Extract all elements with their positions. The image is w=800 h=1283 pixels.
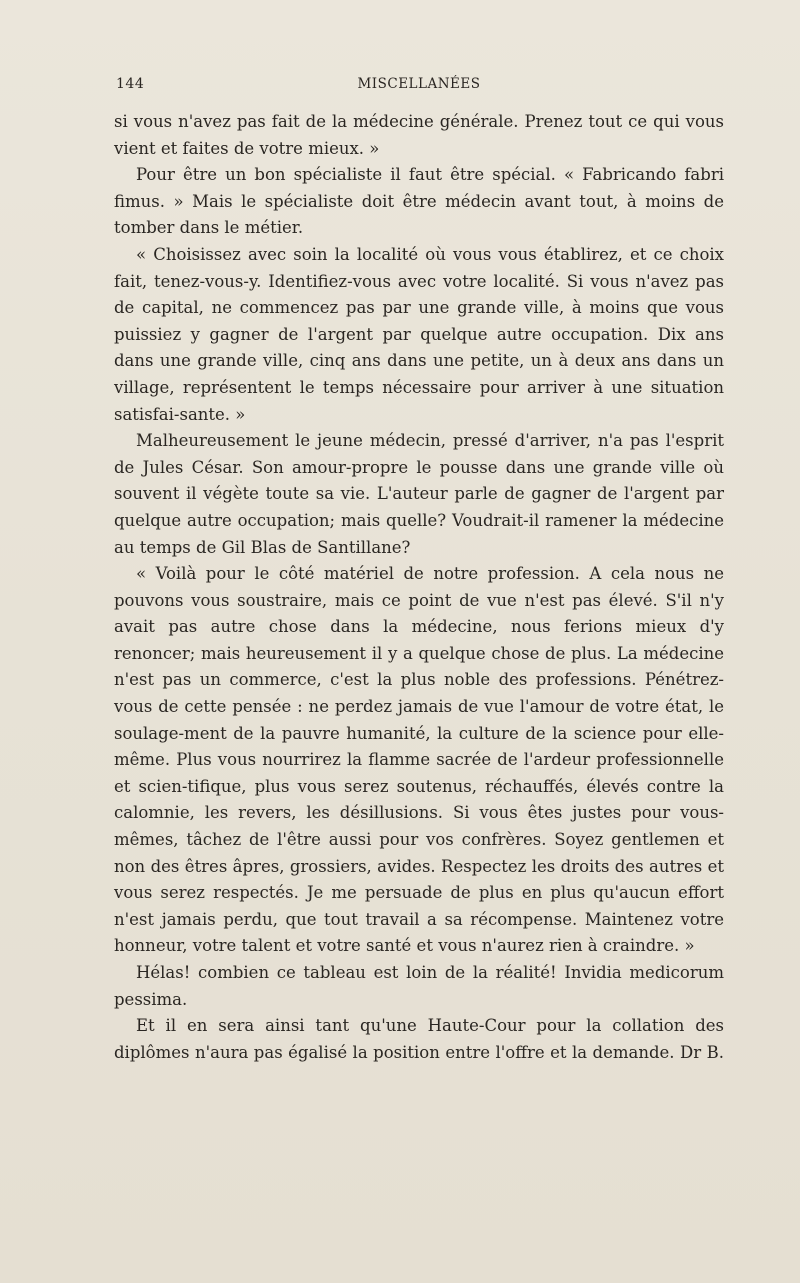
paragraph-6: Hélas! combien ce tableau est loin de la réalité! Invidia medicorum pessima. xyxy=(114,963,724,1009)
signature: Dr B. xyxy=(680,1042,725,1062)
paragraph-1: si vous n'avez pas fait de la médecine générale. Prenez tout ce qui vous vient et faites de votre mieux. » xyxy=(114,112,724,158)
paragraph-4: Malheureusement le jeune médecin, pressé d'arriver, n'a pas l'esprit de Jules César. Son amour-propre le pousse dans une grande ville où souvent il végète toute sa vie. L'auteur parle de gagner de l'argent par quelque autre occupation; mais quelle? Voudrait-il ramener la médecine au temps de Gil Blas de Santillane? xyxy=(114,431,724,557)
paragraph-2: Pour être un bon spécialiste il faut être spécial. « Fabricando fabri fimus. » Mais le spécialiste doit être médecin avant tout, à moins de tomber dans le métier. xyxy=(114,165,724,238)
paragraph-7 xyxy=(114,1013,724,1066)
body-text xyxy=(114,109,724,1066)
paragraph-7-text: Et il en sera ainsi tant qu'une Haute-Cour pour la collation des diplômes n'aura pas égalisé la position entre l'offre et la demande. xyxy=(114,1016,724,1062)
paragraph-5: « Voilà pour le côté matériel de notre profession. A cela nous ne pouvons vous soustraire, mais ce point de vue n'est pas élevé. S'il n'y avait pas autre chose dans la médecine, nous ferions mieux d'y renoncer; mais heureusement il y a quelque chose de plus. La médecine n'est pas un commerce, c'est la plus noble des professions. Pénétrez-vous de cette pensée : ne perdez jamais de vue l'amour de votre état, le soulage-ment de la pauvre humanité, la culture de la science pour elle-même. Plus vous nourrirez la flamme sacrée de l'ardeur professionnelle et scien-tifique, plus vous serez soutenus, réchauffés, élevés contre la calomnie, les revers, les désillusions. Si vous êtes justes pour vous-mêmes, tâchez de l'être aussi pour vos confrères. Soyez gentlemen et non des êtres âpres, grossiers, avides. Respectez les droits des autres et vous serez respectés. Je me persuade de plus en plus qu'aucun effort n'est jamais perdu, que tout travail a sa récompense. Maintenez votre honneur, votre talent et votre santé et vous n'aurez rien à craindre. » xyxy=(114,564,724,956)
page-header xyxy=(116,76,722,98)
paragraph-3: « Choisissez avec soin la localité où vous vous établirez, et ce choix fait, tenez-vous-y. Identifiez-vous avec votre localité. Si vous n'avez pas de capital, ne commencez pas par une grande ville, à moins que vous puissiez y gagner de l'argent par quelque autre occupation. Dix ans dans une grande ville, cinq ans dans une petite, un à deux ans dans un village, représentent le temps nécessaire pour arriver à une situation satisfai-sante. » xyxy=(114,244,724,424)
running-title: MISCELLANÉES xyxy=(357,76,481,92)
page-number: 144 xyxy=(116,76,145,92)
